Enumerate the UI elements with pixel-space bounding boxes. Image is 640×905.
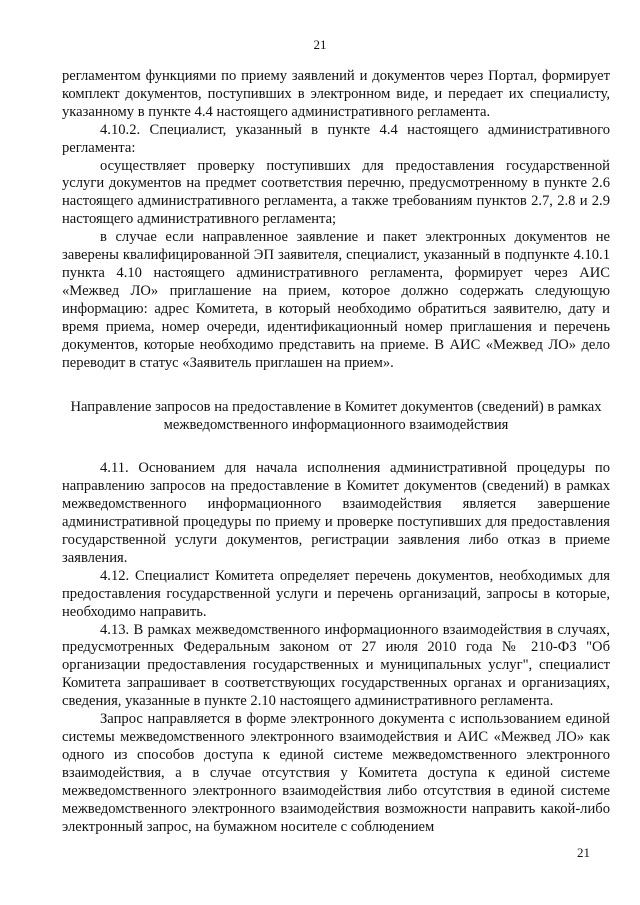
paragraph: 4.11. Основанием для начала исполнения административной процедуры по направлению запросов на предоставление в Комитет документов (сведений) в рамках межведомственного информационного взаимодействия является завершение административной процедуры по приему и проверке поступивших для предоставления государственной услуги документов, регистрации заявления либо отказ в приеме заявления. xyxy=(62,460,610,566)
page-number-bottom: 21 xyxy=(577,845,590,860)
paragraph: осуществляет проверку поступивших для предоставления государственной услуги документов на предмет соответствия перечню, предусмотренному в пункте 2.6 настоящего административного регламента, а также требованиям пунктов 2.7, 2.8 и 2.9 настоящего административного регламента; xyxy=(62,157,610,228)
paragraph: 4.12. Специалист Комитета определяет перечень документов, необходимых для предоставления государственной услуги и перечень организаций, запросы в которые, необходимо направить. xyxy=(62,567,610,620)
paragraph: регламентом функциями по приему заявлений и документов через Портал, формирует комплект документов, поступивших в электронном виде, и передает их специалисту, указанному в пункте 4.4 настоящего административного регламента. xyxy=(62,68,610,120)
paragraph: в случае если направленное заявление и пакет электронных документов не заверены квалифицированной ЭП заявителя, специалист, указанный в подпункте 4.10.1 пункта 4.10 настоящего административного регламента, формирует через АИС «Межвед ЛО» приглашение на прием, которое должно содержать следующую информацию: адрес Комитета, в который необходимо обратиться заявителю, дату и время приема, номер очереди, идентификационный номер приглашения и перечень документов, которые необходимо представить на приеме. В АИС «Межвед ЛО» дело переводит в статус «Заявитель приглашен на прием». xyxy=(62,229,610,371)
paragraph: 4.10.2. Специалист, указанный в пункте 4.4 настоящего административного регламента: xyxy=(62,121,610,156)
paragraph: Запрос направляется в форме электронного документа с использованием единой системы межведомственного электронного взаимодействия и АИС «Межвед ЛО» как одного из способов доступа к единой системе межведомственного электронного взаимодействия, а в случае отсутствия у Комитета доступа к единой системе межведомственного электронного взаимодействия либо отсутствия в единой системе межведомственного электронного взаимодействия возможности направить какой-либо электронный запрос, на бумажном носителе с соблюдением xyxy=(62,711,610,835)
paragraph: 4.13. В рамках межведомственного информационного взаимодействия в случаях, предусмотренных Федеральным законом от 27 июля 2010 года № 210-ФЗ "Об организации предоставления государственных и муниципальных услуг", специалист Комитета запрашивает в соответствующих государственных органах и организациях, сведения, указанные в пункте 2.10 настоящего административного регламента. xyxy=(62,621,610,710)
document-body xyxy=(62,68,610,836)
page-number-top: 21 xyxy=(313,37,327,52)
section-heading: Направление запросов на предоставление в Комитет документов (сведений) в рамках межведомственного информационного взаимодействия xyxy=(70,399,602,434)
paragraph-group-top xyxy=(62,68,610,372)
paragraph-group-bottom xyxy=(62,460,610,836)
